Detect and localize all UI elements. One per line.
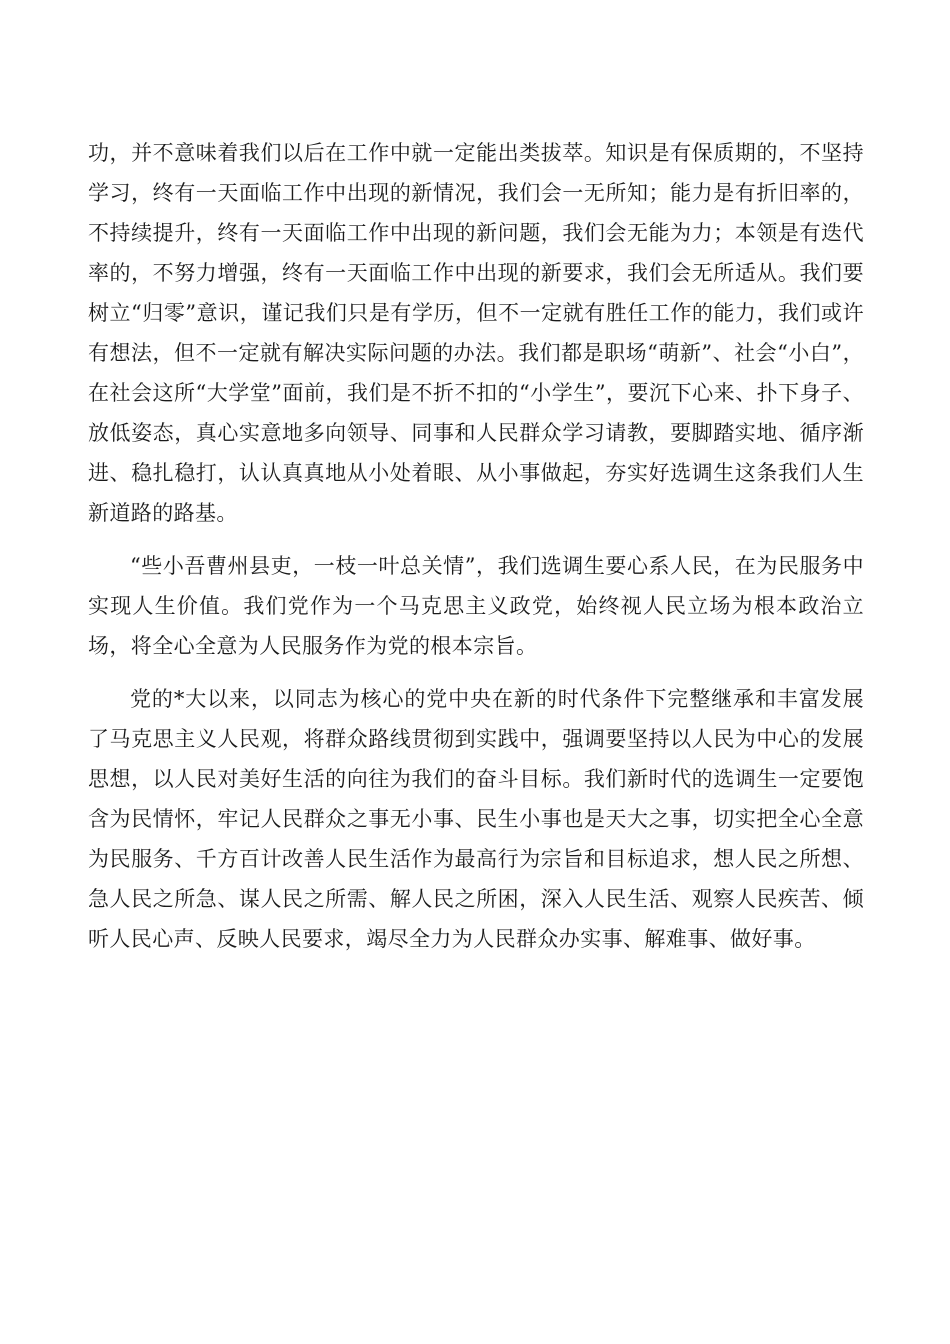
- paragraph-2: “些小吾曹州县吏，一枝一叶总关情”，我们选调生要心系人民，在为民服务中实现人生价值。我们党作为一个马克思主义政党，始终视人民立场为根本政治立场，将全心全意为人民服务作为党的根本宗旨。: [88, 554, 864, 658]
- document-page: [88, 133, 864, 959]
- paragraph-1: 功，并不意味着我们以后在工作中就一定能出类拔萃。知识是有保质期的，不坚持学习，终有一天面临工作中出现的新情况，我们会一无所知；能力是有折旧率的，不持续提升，终有一天面临工作中出现的新问题，我们会无能为力；本领是有迭代率的，不努力增强，终有一天面临工作中出现的新要求，我们会无所适从。我们要树立“归零”意识，谨记我们只是有学历，但不一定就有胜任工作的能力，我们或许有想法，但不一定就有解决实际问题的办法。我们都是职场“萌新”、社会“小白”，在社会这所“大学堂”面前，我们是不折不扣的“小学生”，要沉下心来、扑下身子、放低姿态，真心实意地多向领导、同事和人民群众学习请教，要脚踏实地、循序渐进、稳扎稳打，认认真真地从小处着眼、从小事做起，夯实好选调生这条我们人生新道路的路基。: [88, 141, 864, 525]
- paragraph-gap: [88, 533, 864, 546]
- paragraph-gap: [88, 666, 864, 679]
- paragraph-3: 党的*大以来，以同志为核心的党中央在新的时代条件下完整继承和丰富发展了马克思主义人民观，将群众路线贯彻到实践中，强调要坚持以人民为中心的发展思想，以人民对美好生活的向往为我们的奋斗目标。我们新时代的选调生一定要饱含为民情怀，牢记人民群众之事无小事、民生小事也是天大之事，切实把全心全意为民服务、千方百计改善人民生活作为最高行为宗旨和目标追求，想人民之所想、急人民之所急、谋人民之所需、解人民之所困，深入人民生活、观察人民疾苦、倾听人民心声、反映人民要求，竭尽全力为人民群众办实事、解难事、做好事。: [88, 687, 864, 951]
